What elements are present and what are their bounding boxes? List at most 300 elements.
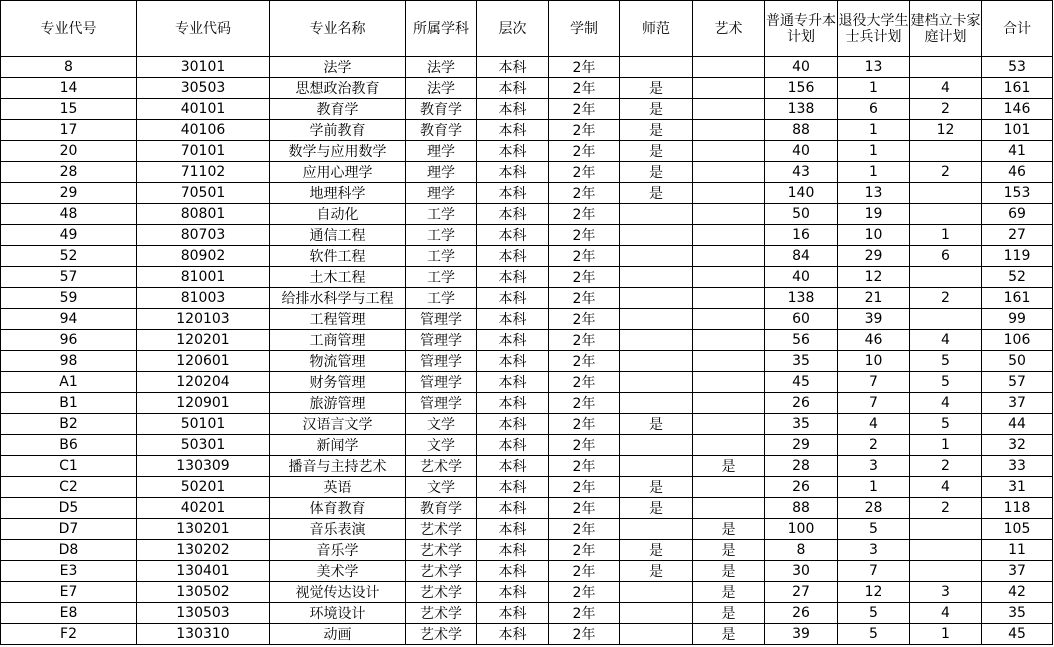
cell-duration: 2年 [549,183,620,204]
cell-art [693,498,765,519]
cell-major-number: 17 [1,120,137,141]
cell-art [693,183,765,204]
cell-poverty-plan: 4 [910,603,982,624]
cell-regular-plan: 84 [765,246,838,267]
cell-duration: 2年 [549,582,620,603]
cell-major-name: 物流管理 [270,351,406,372]
cell-major-number: 57 [1,267,137,288]
cell-veteran-plan: 12 [838,267,910,288]
cell-discipline: 教育学 [406,120,477,141]
cell-major-number: 14 [1,78,137,99]
cell-regular-plan: 35 [765,414,838,435]
cell-veteran-plan: 4 [838,414,910,435]
cell-level: 本科 [477,225,549,246]
cell-regular-plan: 26 [765,393,838,414]
cell-major-number: 96 [1,330,137,351]
header-normal: 师范 [620,1,693,57]
cell-discipline: 工学 [406,246,477,267]
cell-major-name: 法学 [270,57,406,78]
cell-regular-plan: 8 [765,540,838,561]
cell-poverty-plan: 5 [910,372,982,393]
cell-level: 本科 [477,246,549,267]
cell-major-code: 50201 [137,477,270,498]
cell-major-code: 80902 [137,246,270,267]
cell-normal [620,582,693,603]
cell-major-number: 48 [1,204,137,225]
cell-major-code: 130502 [137,582,270,603]
cell-duration: 2年 [549,498,620,519]
table-row [1,561,1053,582]
cell-major-number: 52 [1,246,137,267]
table-row [1,624,1053,645]
cell-discipline: 文学 [406,435,477,456]
cell-level: 本科 [477,162,549,183]
table-row [1,246,1053,267]
header-level: 层次 [477,1,549,57]
cell-discipline: 工学 [406,288,477,309]
cell-discipline: 理学 [406,183,477,204]
cell-major-number: 49 [1,225,137,246]
cell-discipline: 管理学 [406,393,477,414]
cell-art: 是 [693,603,765,624]
cell-major-number: B6 [1,435,137,456]
cell-poverty-plan: 5 [910,351,982,372]
cell-veteran-plan: 7 [838,393,910,414]
table-row [1,477,1053,498]
cell-veteran-plan: 28 [838,498,910,519]
cell-major-code: 40201 [137,498,270,519]
cell-major-name: 思想政治教育 [270,78,406,99]
cell-total: 11 [982,540,1053,561]
cell-major-number: D8 [1,540,137,561]
cell-art: 是 [693,456,765,477]
cell-total: 35 [982,603,1053,624]
cell-major-code: 120103 [137,309,270,330]
cell-normal [620,288,693,309]
cell-major-number: 98 [1,351,137,372]
cell-major-code: 130310 [137,624,270,645]
cell-discipline: 艺术学 [406,624,477,645]
cell-art [693,288,765,309]
header-veteran-plan: 退役大学生士兵计划 [838,1,910,57]
cell-discipline: 理学 [406,162,477,183]
cell-duration: 2年 [549,393,620,414]
cell-art: 是 [693,561,765,582]
cell-art [693,78,765,99]
cell-major-name: 视觉传达设计 [270,582,406,603]
cell-discipline: 理学 [406,141,477,162]
cell-discipline: 艺术学 [406,561,477,582]
cell-major-number: 29 [1,183,137,204]
cell-duration: 2年 [549,561,620,582]
cell-discipline: 法学 [406,78,477,99]
header-poverty-plan: 建档立卡家庭计划 [910,1,982,57]
cell-major-code: 130401 [137,561,270,582]
cell-discipline: 法学 [406,57,477,78]
cell-veteran-plan: 10 [838,351,910,372]
cell-normal: 是 [620,561,693,582]
cell-art [693,225,765,246]
cell-veteran-plan: 5 [838,624,910,645]
cell-normal: 是 [620,498,693,519]
cell-major-name: 旅游管理 [270,393,406,414]
table-row [1,519,1053,540]
cell-level: 本科 [477,582,549,603]
cell-poverty-plan [910,183,982,204]
table-row [1,162,1053,183]
cell-poverty-plan: 2 [910,162,982,183]
cell-level: 本科 [477,120,549,141]
cell-regular-plan: 60 [765,309,838,330]
cell-major-number: 15 [1,99,137,120]
cell-veteran-plan: 1 [838,477,910,498]
header-discipline: 所属学科 [406,1,477,57]
cell-art [693,393,765,414]
table-row [1,414,1053,435]
cell-poverty-plan: 1 [910,225,982,246]
cell-regular-plan: 27 [765,582,838,603]
cell-poverty-plan: 4 [910,78,982,99]
table-row [1,288,1053,309]
cell-poverty-plan [910,540,982,561]
cell-total: 45 [982,624,1053,645]
cell-total: 42 [982,582,1053,603]
cell-total: 37 [982,393,1053,414]
table-header-row [1,1,1053,57]
cell-duration: 2年 [549,330,620,351]
cell-poverty-plan: 4 [910,330,982,351]
cell-normal: 是 [620,162,693,183]
cell-regular-plan: 45 [765,372,838,393]
cell-level: 本科 [477,330,549,351]
cell-major-name: 汉语言文学 [270,414,406,435]
cell-major-name: 土木工程 [270,267,406,288]
cell-major-code: 30101 [137,57,270,78]
cell-art [693,477,765,498]
cell-art: 是 [693,540,765,561]
cell-art [693,204,765,225]
table-row [1,183,1053,204]
cell-discipline: 管理学 [406,372,477,393]
cell-regular-plan: 88 [765,498,838,519]
cell-total: 50 [982,351,1053,372]
cell-art [693,372,765,393]
cell-normal [620,267,693,288]
cell-regular-plan: 138 [765,99,838,120]
cell-total: 33 [982,456,1053,477]
cell-normal [620,225,693,246]
cell-major-name: 应用心理学 [270,162,406,183]
cell-level: 本科 [477,183,549,204]
cell-major-number: 20 [1,141,137,162]
table-row [1,603,1053,624]
cell-major-name: 自动化 [270,204,406,225]
cell-duration: 2年 [549,99,620,120]
cell-duration: 2年 [549,603,620,624]
cell-major-number: C1 [1,456,137,477]
cell-duration: 2年 [549,309,620,330]
cell-normal: 是 [620,477,693,498]
cell-duration: 2年 [549,414,620,435]
cell-veteran-plan: 1 [838,162,910,183]
cell-duration: 2年 [549,477,620,498]
cell-duration: 2年 [549,540,620,561]
cell-discipline: 工学 [406,267,477,288]
table-row [1,540,1053,561]
cell-level: 本科 [477,288,549,309]
cell-poverty-plan [910,309,982,330]
cell-level: 本科 [477,267,549,288]
cell-level: 本科 [477,78,549,99]
cell-duration: 2年 [549,204,620,225]
cell-total: 32 [982,435,1053,456]
cell-major-name: 音乐学 [270,540,406,561]
cell-total: 52 [982,267,1053,288]
header-major-code: 专业代码 [137,1,270,57]
cell-regular-plan: 40 [765,267,838,288]
cell-duration: 2年 [549,519,620,540]
cell-veteran-plan: 5 [838,603,910,624]
cell-level: 本科 [477,99,549,120]
cell-major-code: 70101 [137,141,270,162]
cell-veteran-plan: 12 [838,582,910,603]
cell-poverty-plan: 2 [910,288,982,309]
cell-art [693,99,765,120]
cell-regular-plan: 88 [765,120,838,141]
cell-major-code: 50101 [137,414,270,435]
cell-poverty-plan: 3 [910,582,982,603]
header-major-name: 专业名称 [270,1,406,57]
cell-veteran-plan: 10 [838,225,910,246]
cell-level: 本科 [477,351,549,372]
cell-duration: 2年 [549,624,620,645]
cell-veteran-plan: 13 [838,57,910,78]
cell-normal [620,435,693,456]
cell-normal [620,519,693,540]
cell-major-code: 130309 [137,456,270,477]
cell-poverty-plan: 1 [910,435,982,456]
cell-major-code: 81001 [137,267,270,288]
cell-normal [620,372,693,393]
cell-discipline: 艺术学 [406,456,477,477]
cell-major-name: 软件工程 [270,246,406,267]
cell-total: 105 [982,519,1053,540]
cell-level: 本科 [477,372,549,393]
cell-level: 本科 [477,141,549,162]
cell-duration: 2年 [549,435,620,456]
cell-poverty-plan: 12 [910,120,982,141]
cell-poverty-plan [910,561,982,582]
cell-major-number: E3 [1,561,137,582]
table-row [1,393,1053,414]
cell-veteran-plan: 6 [838,99,910,120]
cell-normal [620,603,693,624]
cell-major-name: 工商管理 [270,330,406,351]
header-regular-plan: 普通专升本计划 [765,1,838,57]
table-row [1,120,1053,141]
cell-total: 57 [982,372,1053,393]
cell-major-name: 教育学 [270,99,406,120]
cell-total: 118 [982,498,1053,519]
cell-level: 本科 [477,414,549,435]
table-row [1,78,1053,99]
cell-discipline: 工学 [406,225,477,246]
cell-regular-plan: 26 [765,477,838,498]
cell-poverty-plan: 2 [910,498,982,519]
cell-major-number: E8 [1,603,137,624]
cell-major-number: 28 [1,162,137,183]
cell-regular-plan: 40 [765,141,838,162]
cell-duration: 2年 [549,372,620,393]
cell-art [693,57,765,78]
cell-discipline: 艺术学 [406,519,477,540]
table-body [1,57,1053,645]
cell-major-code: 120204 [137,372,270,393]
cell-total: 31 [982,477,1053,498]
cell-duration: 2年 [549,288,620,309]
cell-veteran-plan: 46 [838,330,910,351]
cell-duration: 2年 [549,267,620,288]
cell-major-number: B1 [1,393,137,414]
cell-major-code: 50301 [137,435,270,456]
cell-regular-plan: 50 [765,204,838,225]
cell-total: 46 [982,162,1053,183]
header-total: 合计 [982,1,1053,57]
table-row [1,435,1053,456]
cell-major-name: 音乐表演 [270,519,406,540]
cell-discipline: 文学 [406,414,477,435]
table-row [1,57,1053,78]
cell-discipline: 文学 [406,477,477,498]
cell-normal [620,351,693,372]
cell-major-name: 体育教育 [270,498,406,519]
cell-total: 146 [982,99,1053,120]
cell-total: 27 [982,225,1053,246]
cell-regular-plan: 30 [765,561,838,582]
cell-major-name: 学前教育 [270,120,406,141]
cell-total: 161 [982,288,1053,309]
cell-level: 本科 [477,498,549,519]
cell-normal: 是 [620,78,693,99]
cell-poverty-plan: 4 [910,477,982,498]
header-art: 艺术 [693,1,765,57]
table-row [1,141,1053,162]
cell-art [693,351,765,372]
cell-poverty-plan [910,141,982,162]
cell-level: 本科 [477,477,549,498]
cell-total: 106 [982,330,1053,351]
cell-normal: 是 [620,99,693,120]
cell-duration: 2年 [549,141,620,162]
cell-veteran-plan: 39 [838,309,910,330]
cell-major-number: 94 [1,309,137,330]
cell-total: 99 [982,309,1053,330]
cell-major-name: 通信工程 [270,225,406,246]
cell-regular-plan: 43 [765,162,838,183]
cell-art: 是 [693,519,765,540]
header-duration: 学制 [549,1,620,57]
cell-poverty-plan: 5 [910,414,982,435]
table-row [1,309,1053,330]
cell-major-number: A1 [1,372,137,393]
cell-normal: 是 [620,141,693,162]
cell-art [693,330,765,351]
cell-duration: 2年 [549,225,620,246]
cell-discipline: 管理学 [406,351,477,372]
cell-regular-plan: 39 [765,624,838,645]
cell-regular-plan: 138 [765,288,838,309]
cell-poverty-plan: 1 [910,624,982,645]
cell-poverty-plan [910,57,982,78]
cell-level: 本科 [477,519,549,540]
cell-normal [620,246,693,267]
cell-major-code: 120901 [137,393,270,414]
cell-major-name: 给排水科学与工程 [270,288,406,309]
cell-duration: 2年 [549,78,620,99]
cell-major-code: 40101 [137,99,270,120]
cell-level: 本科 [477,456,549,477]
cell-total: 69 [982,204,1053,225]
cell-veteran-plan: 19 [838,204,910,225]
cell-regular-plan: 16 [765,225,838,246]
cell-art [693,246,765,267]
cell-duration: 2年 [549,456,620,477]
cell-regular-plan: 56 [765,330,838,351]
cell-normal [620,57,693,78]
cell-veteran-plan: 21 [838,288,910,309]
cell-duration: 2年 [549,246,620,267]
cell-regular-plan: 29 [765,435,838,456]
cell-discipline: 管理学 [406,330,477,351]
cell-major-name: 动画 [270,624,406,645]
cell-total: 53 [982,57,1053,78]
cell-poverty-plan [910,267,982,288]
cell-duration: 2年 [549,162,620,183]
cell-discipline: 工学 [406,204,477,225]
cell-major-name: 工程管理 [270,309,406,330]
cell-poverty-plan: 6 [910,246,982,267]
cell-major-name: 新闻学 [270,435,406,456]
cell-veteran-plan: 13 [838,183,910,204]
cell-major-name: 数学与应用数学 [270,141,406,162]
cell-major-number: D5 [1,498,137,519]
cell-major-number: C2 [1,477,137,498]
cell-regular-plan: 140 [765,183,838,204]
cell-veteran-plan: 29 [838,246,910,267]
cell-level: 本科 [477,603,549,624]
cell-major-code: 80703 [137,225,270,246]
cell-veteran-plan: 7 [838,372,910,393]
cell-discipline: 艺术学 [406,603,477,624]
cell-major-code: 70501 [137,183,270,204]
cell-poverty-plan: 2 [910,456,982,477]
cell-major-code: 40106 [137,120,270,141]
cell-regular-plan: 156 [765,78,838,99]
cell-regular-plan: 100 [765,519,838,540]
cell-normal [620,330,693,351]
table-row [1,351,1053,372]
cell-level: 本科 [477,540,549,561]
cell-major-name: 财务管理 [270,372,406,393]
cell-major-number: F2 [1,624,137,645]
cell-art [693,267,765,288]
cell-normal: 是 [620,120,693,141]
cell-major-name: 环境设计 [270,603,406,624]
header-major-number: 专业代号 [1,1,137,57]
cell-major-number: 59 [1,288,137,309]
cell-art [693,435,765,456]
cell-poverty-plan [910,519,982,540]
